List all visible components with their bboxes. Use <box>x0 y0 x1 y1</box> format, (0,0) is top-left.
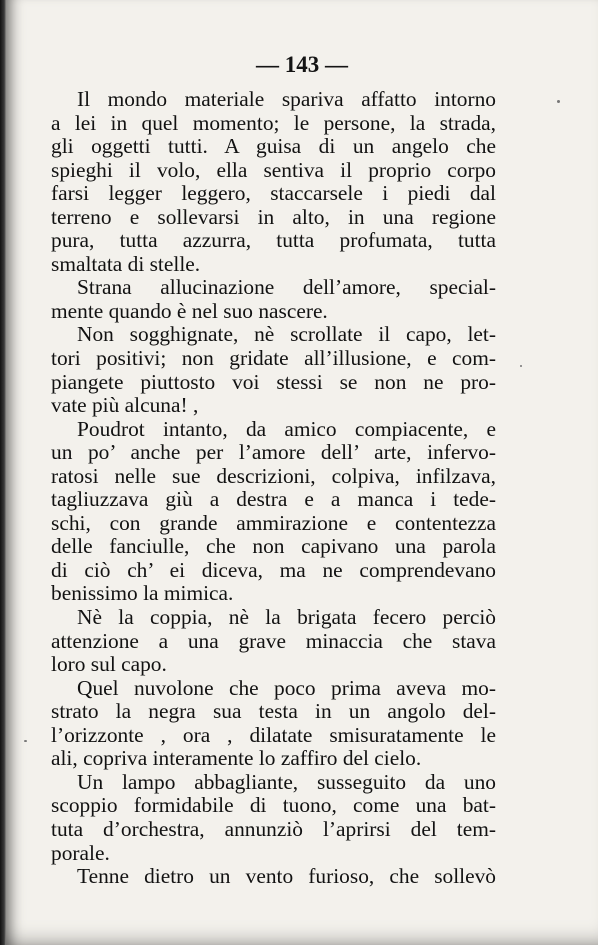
text-line: strato la negra sua testa in un angolo del- <box>51 699 496 724</box>
text-line: scoppio formidabile di tuono, come una bat- <box>51 793 496 818</box>
text-line: attenzione a una grave minaccia che stava <box>51 628 496 653</box>
text-line: farsi legger leggero, staccarsele i piedi dal <box>51 181 496 206</box>
text-line: benissimo la mimica. <box>51 581 234 606</box>
text-line: l’orizzonte , ora , dilatate smisuratamente le <box>51 722 496 747</box>
text-line: spieghi il volo, ella sentiva il proprio corpo <box>51 157 496 182</box>
text-line: un po’ anche per l’amore dell’ arte, infervo- <box>51 440 496 465</box>
text-line: Nè la coppia, nè la brigata fecero perciò <box>77 605 496 630</box>
text-line: tagliuzzava giù a destra e a manca i tede- <box>51 487 496 512</box>
text-line: delle fanciulle, che non capivano una parola <box>51 534 496 559</box>
book-page <box>6 0 598 945</box>
body-text <box>51 88 496 889</box>
text-line: Strana allucinazione dell’amore, special- <box>77 275 496 300</box>
page-number: — 143 — <box>256 52 348 77</box>
text-line: gli oggetti tutti. A guisa di un angelo che <box>51 134 496 159</box>
text-line: mente quando è nel suo nascere. <box>51 298 328 323</box>
text-line: ali, copriva interamente lo zaffiro del cielo. <box>51 746 422 771</box>
text-line: di ciò ch’ ei diceva, ma ne comprendevano <box>51 557 496 582</box>
paper-speck <box>24 740 27 742</box>
text-line: Poudrot intanto, da amico compiacente, e <box>77 416 496 441</box>
text-line: tori positivi; non gridate all’illusione, e com- <box>51 346 496 371</box>
text-line: smaltata di stelle. <box>51 251 201 276</box>
text-line: terreno e sollevarsi in alto, in una regione <box>51 204 496 229</box>
text-line: a lei in quel momento; le persone, la strada, <box>51 110 496 135</box>
text-line: Non sogghignate, nè scrollate il capo, let- <box>77 322 496 347</box>
text-line: piangete piuttosto voi stessi se non ne pro- <box>51 369 496 394</box>
text-line: loro sul capo. <box>51 652 167 677</box>
text-line: vate più alcuna! , <box>51 393 199 418</box>
text-line: Tenne dietro un vento furioso, che sollevò <box>77 864 496 889</box>
text-line: Un lampo abbagliante, susseguito da uno <box>77 769 496 794</box>
text-line: ratosi nelle sue descrizioni, colpiva, infilzava, <box>51 463 496 488</box>
text-line: porale. <box>51 840 110 865</box>
text-line: schi, con grande ammirazione e contentezza <box>51 510 496 535</box>
paper-speck <box>520 365 522 367</box>
paper-speck <box>557 100 560 103</box>
text-line: pura, tutta azzurra, tutta profumata, tutta <box>51 228 496 253</box>
text-line: tuta d’orchestra, annunziò l’aprirsi del tem- <box>51 816 496 841</box>
text-line: Il mondo materiale spariva affatto intorno <box>77 87 496 111</box>
text-line: Quel nuvolone che poco prima aveva mo- <box>77 675 496 700</box>
